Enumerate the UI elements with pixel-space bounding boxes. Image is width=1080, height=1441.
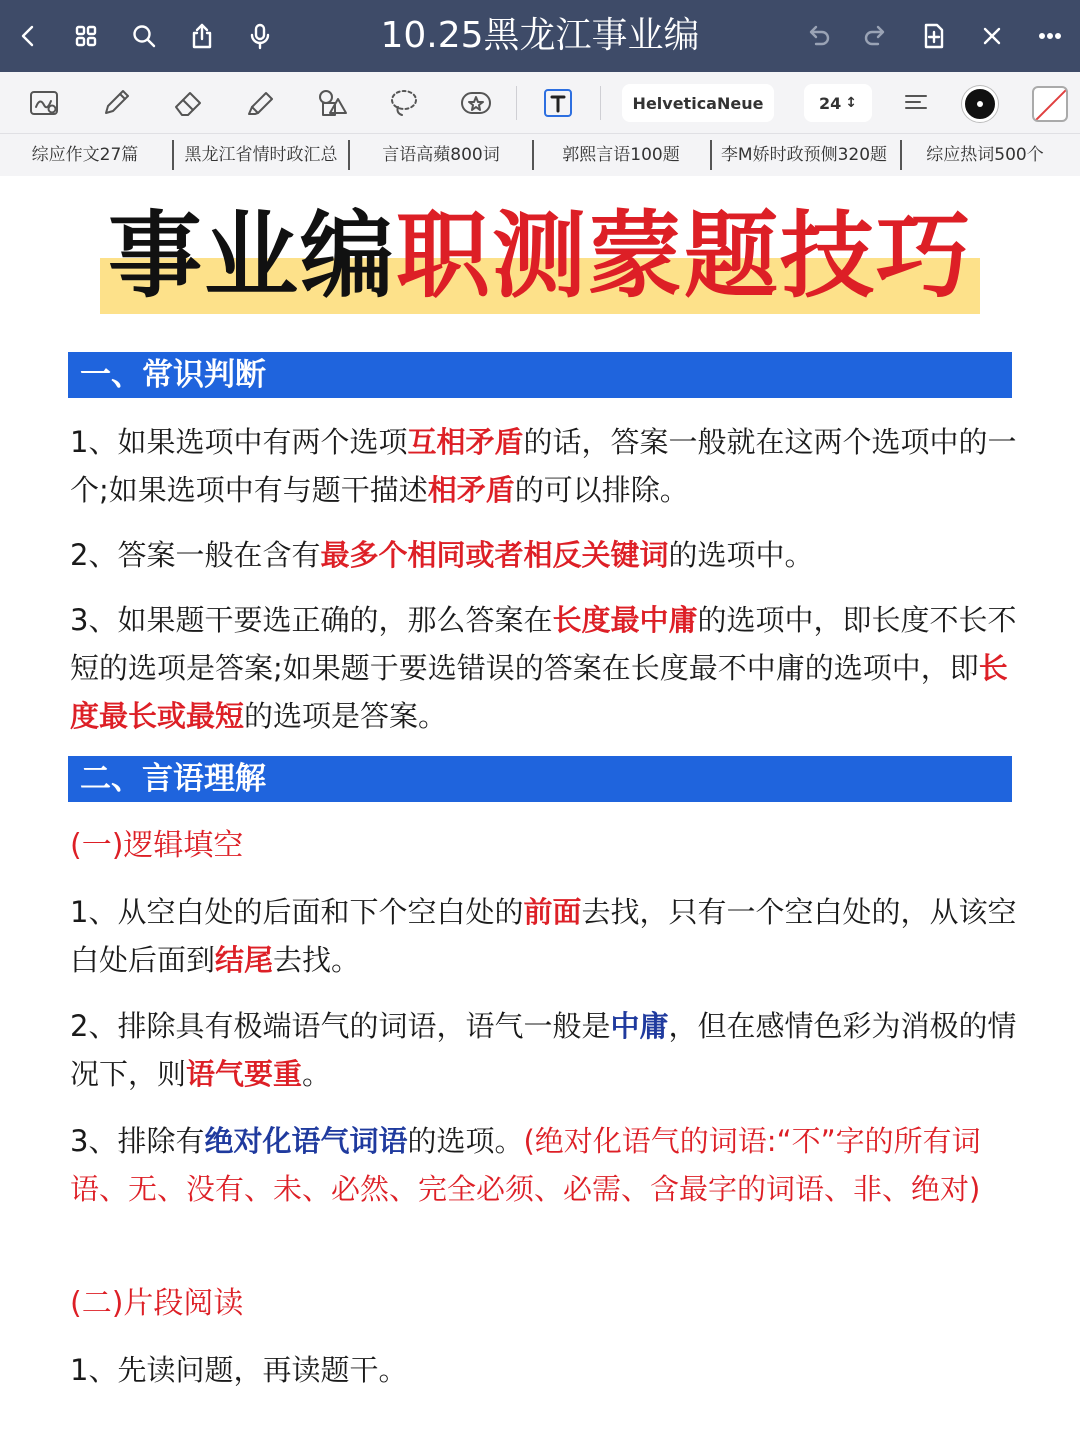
tab-item[interactable]: 黑龙江省情时政汇总 <box>184 145 338 165</box>
close-icon[interactable] <box>974 18 1010 54</box>
text-tool-icon[interactable] <box>536 82 580 124</box>
color-swatch-black[interactable] <box>962 86 998 122</box>
stepper-icon: ↕ <box>845 95 857 111</box>
text: 去找，只有一个空白处的，从该空白处后面到 <box>70 895 1017 977</box>
emphasis-red: 结尾 <box>215 943 274 977</box>
align-left-icon[interactable] <box>894 82 938 124</box>
highlighter-icon[interactable] <box>238 82 282 124</box>
text: 的选项。 <box>407 1124 524 1158</box>
tab-item[interactable]: 综应热词500个 <box>926 145 1044 165</box>
redo-icon[interactable] <box>858 18 894 54</box>
text: 2、排除具有极端语气的词语，语气一般是 <box>70 1009 611 1043</box>
sticker-icon[interactable] <box>454 82 498 124</box>
text: 的可以排除。 <box>514 473 689 507</box>
drawing-toolbar <box>0 72 1080 134</box>
text: 的选项是答案。 <box>244 699 448 733</box>
paragraph <box>70 596 1020 740</box>
back-icon[interactable] <box>10 18 46 54</box>
shapes-icon[interactable] <box>310 82 354 124</box>
paragraph <box>70 1117 1020 1213</box>
tab-item[interactable]: 言语高蘋800词 <box>382 145 500 165</box>
emphasis-red: 长度最长或最短 <box>70 651 1008 733</box>
text: 去找。 <box>273 943 361 977</box>
tab-item[interactable]: 郭熙言语100题 <box>562 145 680 165</box>
add-page-icon[interactable] <box>916 18 952 54</box>
bookmark-tabs <box>0 134 1080 176</box>
text: 的选项中，即长度不长不短的选项是答案;如果题于要选错误的答案在长度最不中庸的选项中，即 <box>70 603 1017 685</box>
paragraph <box>70 531 1020 579</box>
text: 3、如果题干要选正确的，那么答案在 <box>70 603 553 637</box>
emphasis-red: 长度最中庸 <box>552 603 698 637</box>
page-headline <box>0 198 1080 314</box>
text: 。 <box>302 1057 332 1091</box>
headline-black-part: 事业编 <box>107 201 396 311</box>
tab-item[interactable]: 李M娇时政预侧320题 <box>720 145 888 165</box>
paragraph <box>70 1002 1020 1098</box>
text: 1、从空白处的后面和下个空白处的 <box>70 895 524 929</box>
font-size-select[interactable] <box>804 84 872 122</box>
mic-icon[interactable] <box>242 18 278 54</box>
text: 2、答案一般在含有 <box>70 538 321 572</box>
tab-divider <box>532 140 534 170</box>
section-header-verbal: 二、言语理解 <box>68 756 1012 802</box>
paragraph <box>70 888 1020 984</box>
subheading-fill-in: (一)逻辑填空 <box>70 828 244 863</box>
search-icon[interactable] <box>126 18 162 54</box>
pen-icon[interactable] <box>94 82 138 124</box>
tab-divider <box>348 140 350 170</box>
emphasis-blue: 中庸 <box>610 1009 669 1043</box>
text: 的选项中。 <box>668 538 814 572</box>
tab-divider <box>172 140 174 170</box>
emphasis-red: 前面 <box>523 895 582 929</box>
more-icon[interactable] <box>1032 18 1068 54</box>
section-header-common-sense: 一、常识判断 <box>68 352 1012 398</box>
document-title: 10.25黑龙江事业编 <box>380 15 700 56</box>
subheading-reading: (二)片段阅读 <box>70 1286 244 1321</box>
emphasis-red: 互相矛盾 <box>407 425 524 459</box>
lasso-icon[interactable] <box>382 82 426 124</box>
text: 3、排除有 <box>70 1124 205 1158</box>
font-family-select[interactable]: HelveticaNeue <box>622 84 774 122</box>
headline-red-part: 职测蒙题技巧 <box>396 201 973 311</box>
emphasis-red: 最多个相同或者相反关键词 <box>320 538 669 572</box>
font-size-value: 24 <box>819 93 842 113</box>
lasso-scan-icon[interactable] <box>22 82 66 124</box>
share-icon[interactable] <box>184 18 220 54</box>
grid-icon[interactable] <box>68 18 104 54</box>
no-fill-swatch[interactable] <box>1032 86 1068 122</box>
paragraph <box>70 418 1020 514</box>
toolbar-divider <box>600 86 601 120</box>
tab-item[interactable]: 综应作文27篇 <box>31 145 139 165</box>
text: 1、如果选项中有两个选项 <box>70 425 408 459</box>
eraser-icon[interactable] <box>166 82 210 124</box>
undo-icon[interactable] <box>800 18 836 54</box>
paragraph: 1、先读问题，再读题干。 <box>70 1353 408 1387</box>
emphasis-blue: 绝对化语气词语 <box>204 1124 408 1158</box>
note-red: (绝对化语气的词语:“不”字的所有词语、无、没有、未、必然、完全必须、必需、含最字的词语、非、绝对) <box>70 1124 981 1206</box>
toolbar-divider <box>516 86 517 120</box>
emphasis-red: 语气要重 <box>186 1057 303 1091</box>
title-bar <box>0 0 1080 72</box>
text: ，但在感情色彩为消极的情况下，则 <box>70 1009 1017 1091</box>
tab-divider <box>900 140 902 170</box>
emphasis-red: 相矛盾 <box>427 473 515 507</box>
text: 的话，答案一般就在这两个选项中的一个;如果选项中有与题干描述 <box>70 425 1017 507</box>
